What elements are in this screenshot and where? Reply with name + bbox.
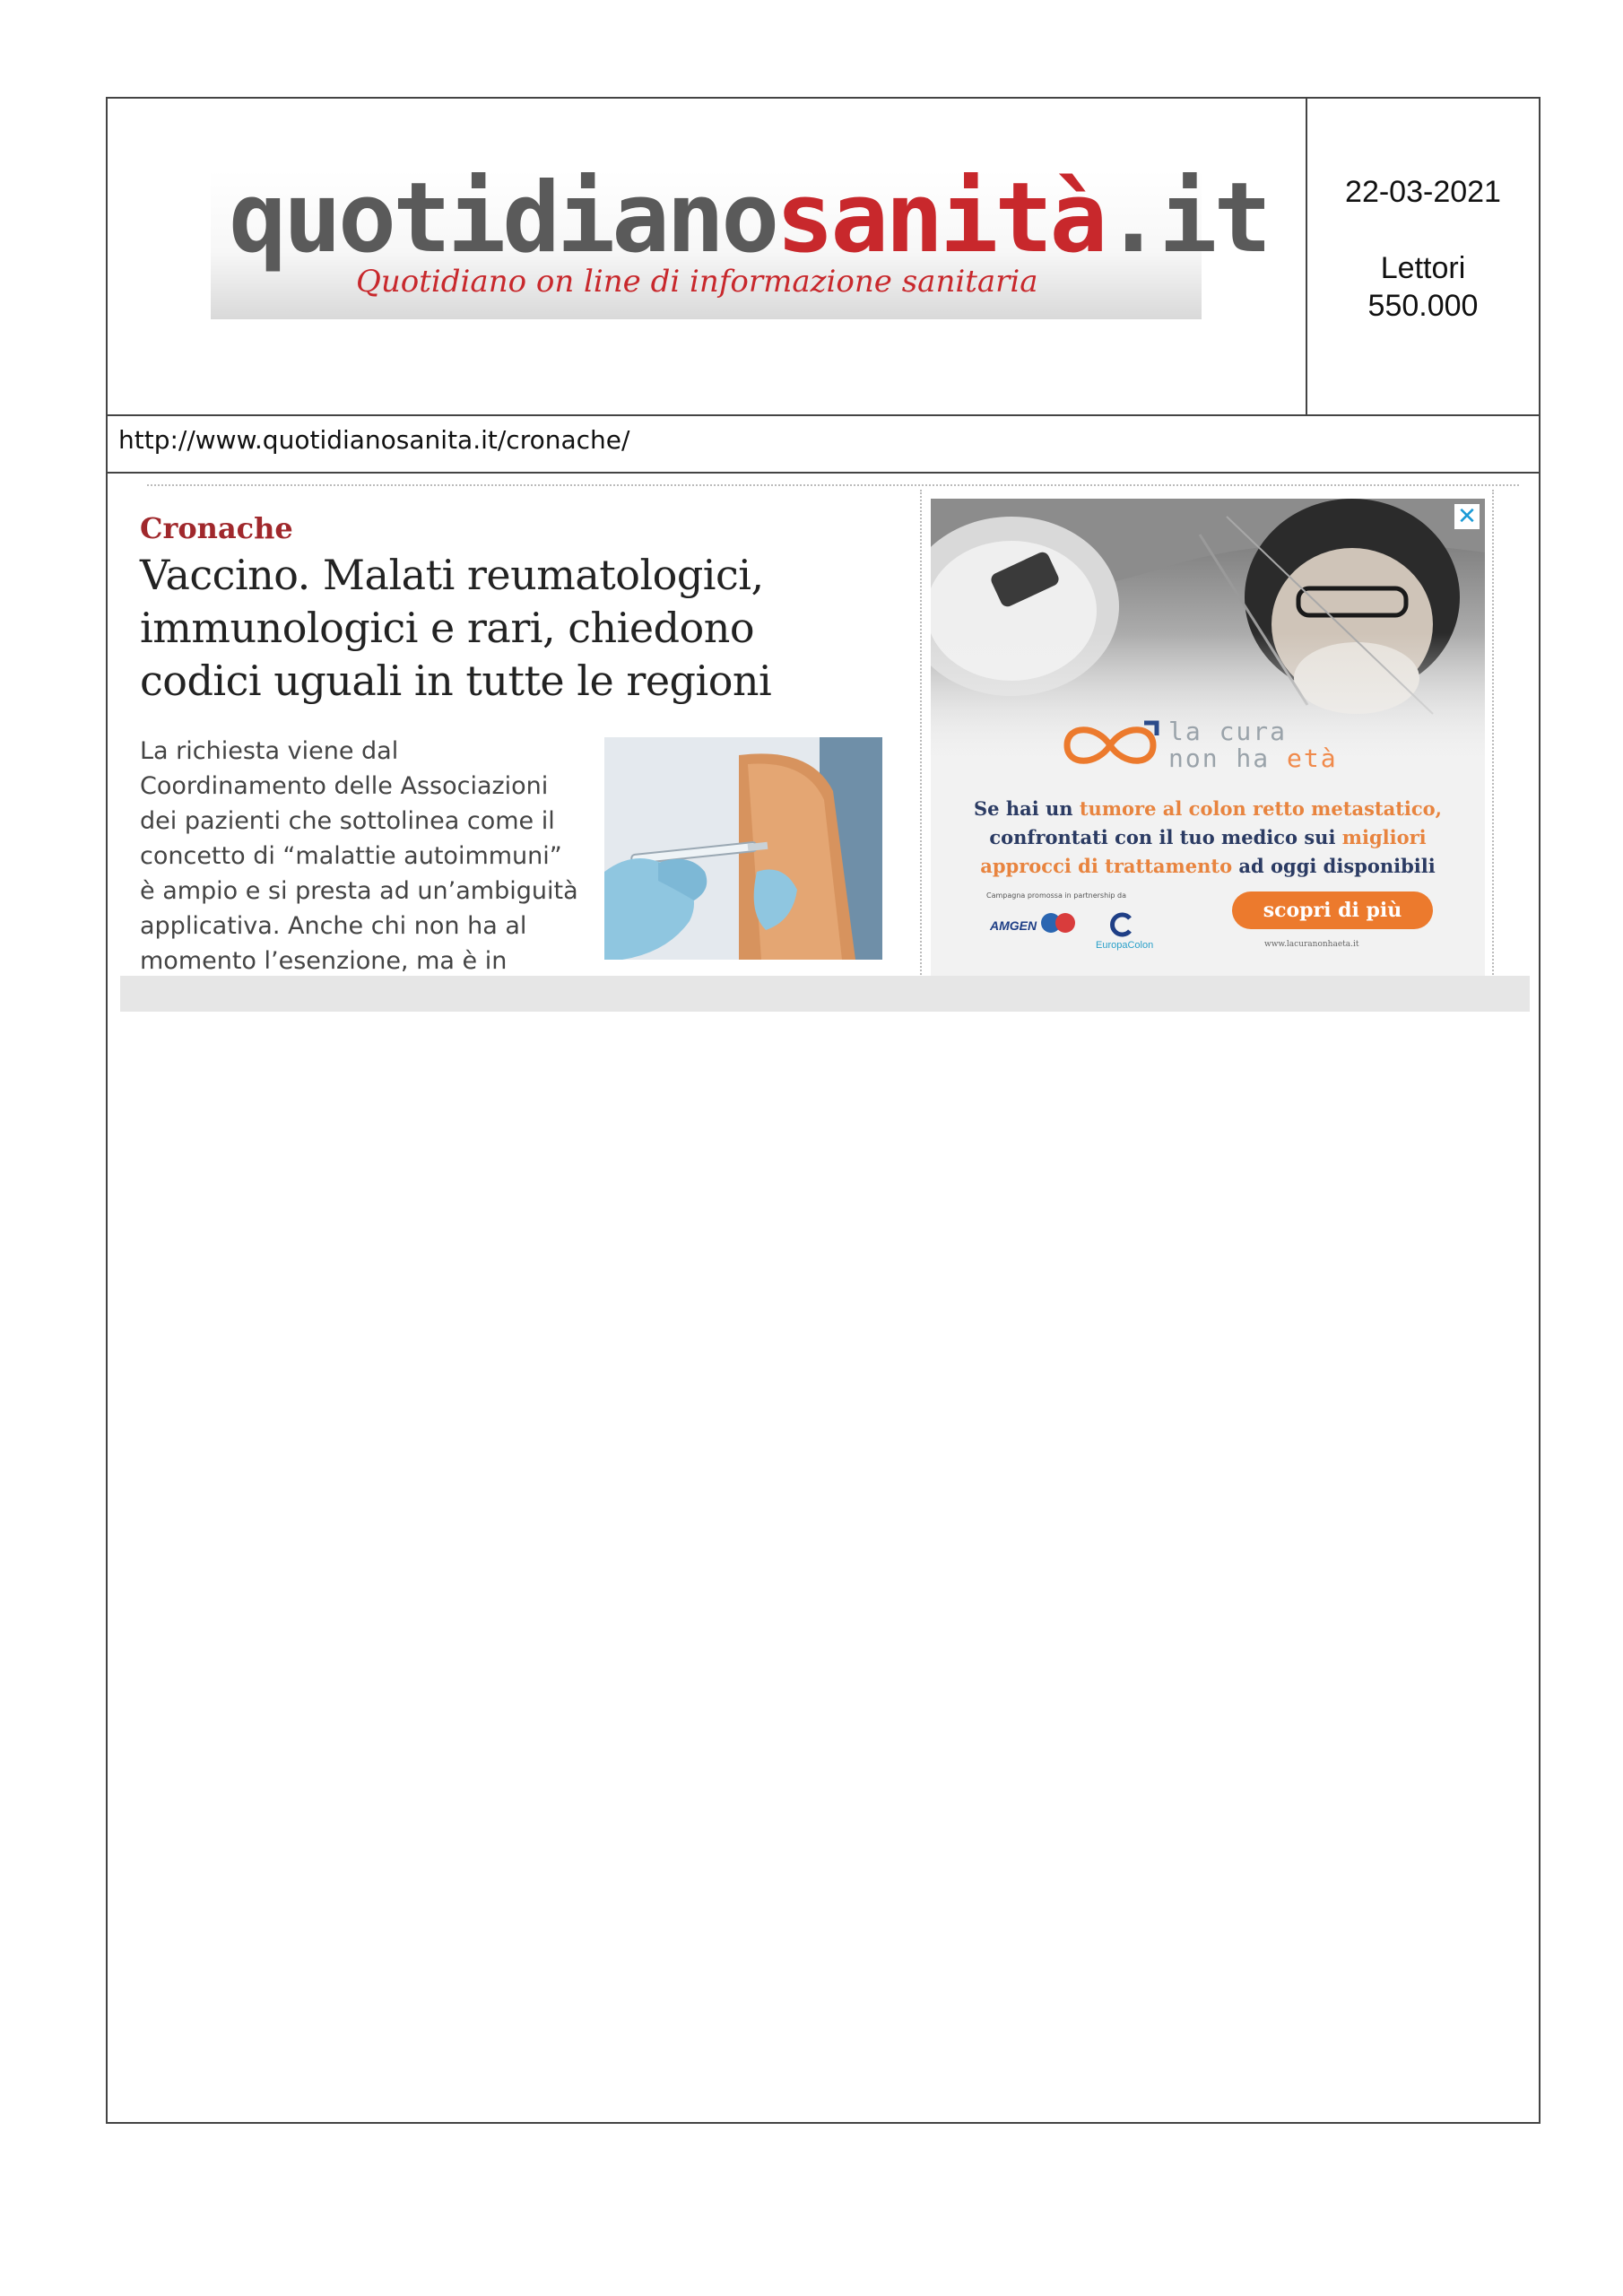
article-title[interactable]: Vaccino. Malati reumatologici, immunologici e rari, chiedono codici uguali in tutte le regioni <box>140 551 772 705</box>
publication-date: 22-03-2021 <box>1345 175 1501 209</box>
source-url[interactable]: http://www.quotidianosanita.it/cronache/ <box>118 425 630 455</box>
europacolon-icon <box>1108 911 1135 938</box>
infinity-icon <box>1056 714 1164 777</box>
ad-copy-part: confrontati con il tuo medico sui <box>989 826 1342 848</box>
ad-copy-highlight: migliori <box>1341 826 1427 848</box>
readers-label: Lettori <box>1380 251 1466 285</box>
source-url-row <box>108 416 1539 474</box>
ad-copy-line3 <box>931 852 1485 881</box>
logo-word-quotidiano: quotidiano <box>229 162 777 274</box>
advertisement[interactable] <box>931 499 1485 988</box>
ad-copy-highlight: approcci di trattamento <box>980 855 1233 877</box>
ad-border-left <box>920 490 922 992</box>
vaccination-illustration <box>604 737 882 960</box>
ad-cta-button[interactable]: scopri di più <box>1232 891 1433 929</box>
sponsor-europacolon-logo: EuropaColon <box>1096 940 1154 951</box>
site-logo <box>229 162 1269 274</box>
ad-site-link[interactable]: www.lacuranonhaeta.it <box>1264 940 1359 949</box>
masthead <box>108 99 1307 416</box>
ad-copy-line1 <box>931 795 1485 823</box>
ad-partnership-note: Campagna promossa in partnership da <box>986 891 1126 900</box>
press-clipping-frame <box>106 97 1541 2124</box>
logo-banner <box>211 162 1269 319</box>
divider <box>147 484 1519 486</box>
ad-copy-part: Se hai un <box>974 797 1080 820</box>
logo-tagline: Quotidiano on line di informazione sanitaria <box>356 264 1038 300</box>
ad-brand-line1: la cura <box>1168 717 1288 746</box>
ad-brand-line2a: non ha <box>1168 744 1288 773</box>
article-lead: La richiesta viene dal Coordinamento delle Associazioni dei pazienti che sottolinea come il concetto di “malattie autoimmuni” è ampio e si presta ad un’ambiguità applicativa. Anche chi non ha al momento l’esenzione, ma è in <box>140 737 578 975</box>
logo-word-it: .it <box>1104 162 1269 274</box>
sponsor-emblem-icon <box>1040 909 1076 936</box>
ad-copy-highlight: tumore al colon retto metastatico, <box>1079 797 1442 820</box>
ad-brand-line2b: età <box>1287 744 1338 773</box>
ad-copy-line2 <box>931 823 1485 852</box>
readers-count: 550.000 <box>1367 289 1479 323</box>
ad-copy-part: ad oggi disponibili <box>1232 855 1436 877</box>
sponsor-amgen-logo: AMGEN <box>990 918 1037 933</box>
ad-brand-line2 <box>1168 745 1338 772</box>
ad-border-right <box>1492 490 1494 992</box>
article-screenshot <box>120 475 1530 1082</box>
logo-word-sanita: sanità <box>776 162 1105 274</box>
ad-close-icon[interactable]: ✕ <box>1454 504 1480 529</box>
partial-text-strip <box>120 976 1530 1012</box>
ad-copy <box>931 795 1485 881</box>
clipping-meta <box>1307 99 1539 416</box>
section-label[interactable]: Cronache <box>140 511 293 545</box>
article-image[interactable] <box>604 737 882 960</box>
ad-brand-text <box>1168 718 1338 772</box>
